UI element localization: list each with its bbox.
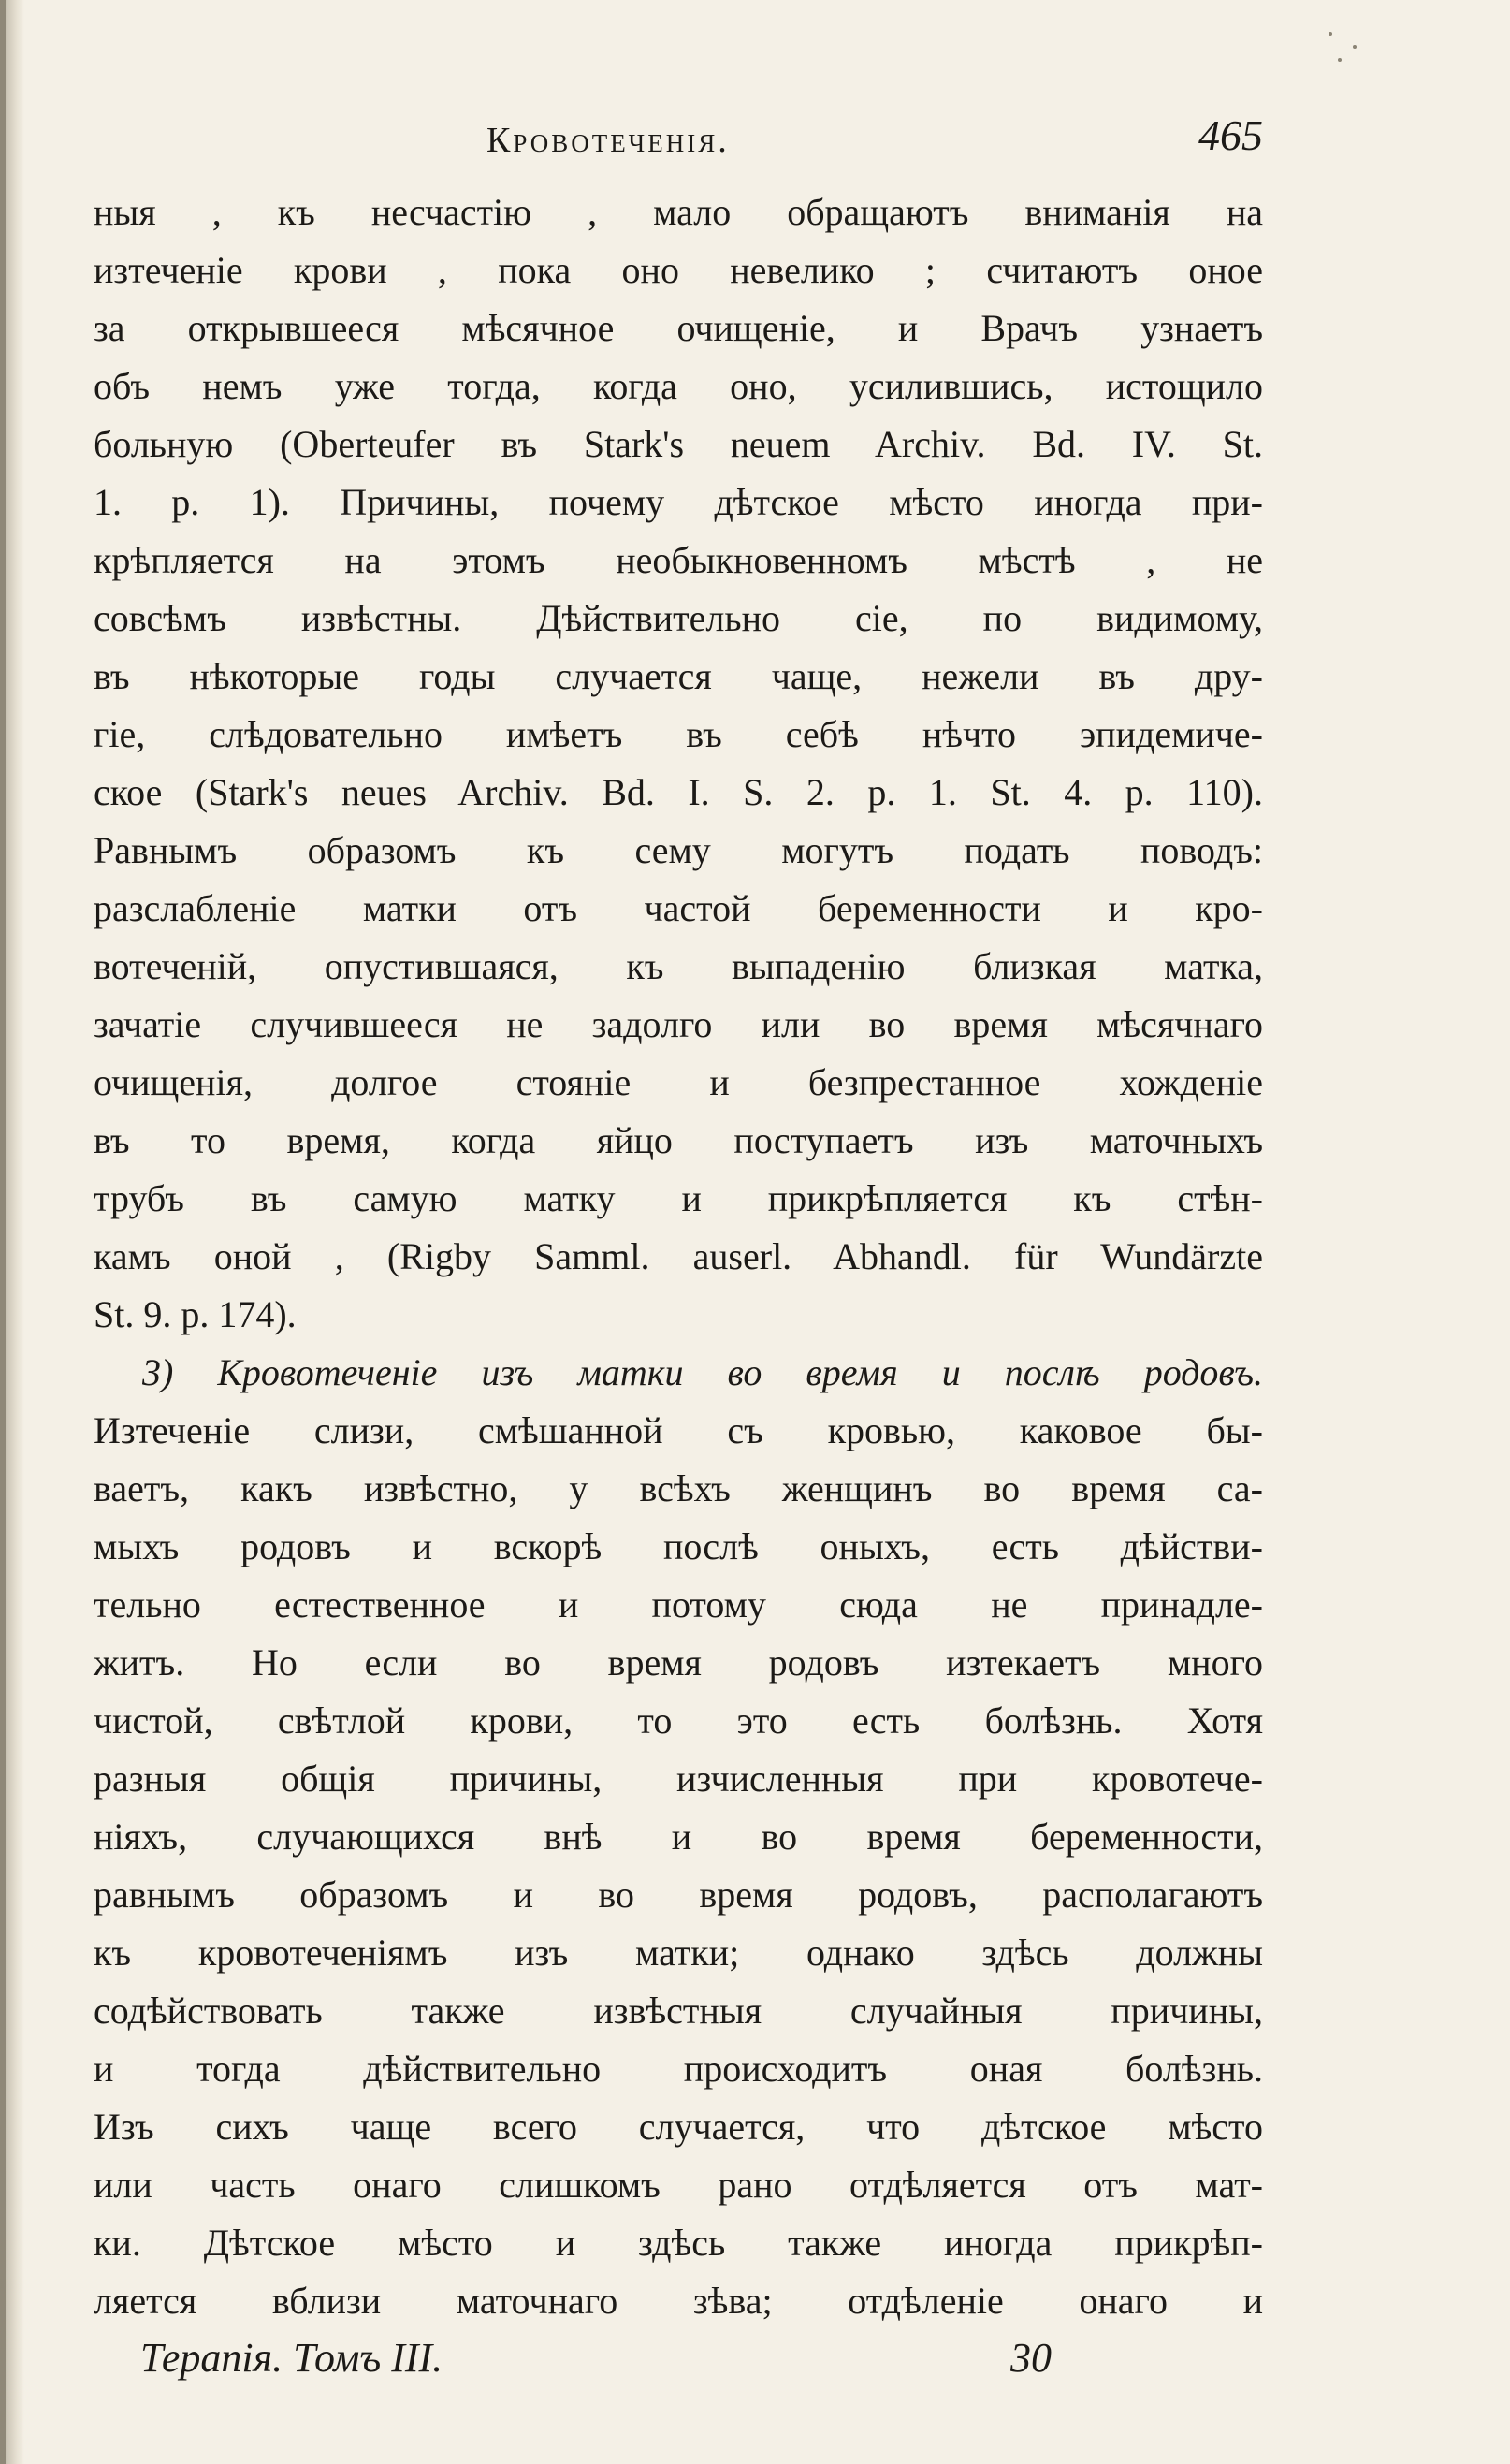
text-line: и тогда дѣйствительно происходитъ оная болѣзнь. [94,2048,1263,2090]
text-line: ныя , къ несчастію , мало обращаютъ вниманія на [94,191,1263,233]
text-line: равнымъ образомъ и во время родовъ, располагаютъ [94,1874,1263,1916]
text-line: чистой, свѣтлой крови, то это есть болѣзнь. Хотя [94,1699,1263,1742]
text-line: зачатіе случившееся не задолго или во время мѣсячнаго [94,1003,1263,1045]
page-footer [140,2334,1076,2399]
text-line: разныя общія причины, изчисленныя при кровотече- [94,1757,1263,1800]
paper-speck [1329,32,1332,36]
text-line: ское (Stark's neues Archiv. Bd. I. S. 2. p. 1. St. 4. p. 110). [94,771,1263,813]
text-line: трубъ въ самую матку и прикрѣпляется къ стѣн- [94,1177,1263,1219]
text-line: вотеченій, опустившаяся, къ выпаденію близкая матка, [94,945,1263,987]
text-line: ки. Дѣтское мѣсто и здѣсь также иногда прикрѣп- [94,2222,1263,2264]
text-line: совсѣмъ извѣстны. Дѣйствительно сіе, по видимому, [94,597,1263,639]
text-line: гіе, слѣдовательно имѣетъ въ себѣ нѣчто эпидемиче- [94,713,1263,755]
text-line: Изъ сихъ чаще всего случается, что дѣтское мѣсто [94,2106,1263,2148]
text-line: въ нѣкоторые годы случается чаще, нежели въ дру- [94,655,1263,697]
text-line: житъ. Но если во время родовъ изтекаетъ много [94,1641,1263,1684]
text-line: содѣйствовать также извѣстныя случайныя причины, [94,1990,1263,2032]
paper-speck [1353,45,1357,49]
text-line: крѣпляется на этомъ необыкновенномъ мѣстѣ , не [94,539,1263,581]
text-line: Равнымъ образомъ къ сему могутъ подать поводъ: [94,829,1263,871]
text-line: тельно естественное и потому сюда не принадле- [94,1583,1263,1626]
text-line: за открывшееся мѣсячное очищеніе, и Врачъ узнаетъ [94,307,1263,349]
section-heading-line: 3) Кровотеченіе изъ матки во время и послѣ родовъ. [142,1351,1263,1393]
text-line: St. 9. p. 174). [94,1293,297,1335]
text-line: мыхъ родовъ и вскорѣ послѣ оныхъ, есть дѣйстви- [94,1525,1263,1567]
text-line: или часть онаго слишкомъ рано отдѣляется отъ мат- [94,2164,1263,2206]
body-text [94,183,1263,2330]
page-number: 465 [1198,111,1263,159]
running-head: Кровотеченія. [486,121,730,160]
page-binding-shadow [0,0,6,2464]
text-line: 1. p. 1). Причины, почему дѣтское мѣсто иногда при- [94,481,1263,523]
text-line: больную (Oberteufer въ Stark's neuem Archiv. Bd. IV. St. [94,423,1263,465]
text-line: ніяхъ, случающихся внѣ и во время беременности, [94,1815,1263,1858]
paper-speck [1338,58,1342,62]
text-line: разслабленіе матки отъ частой беременности и кро- [94,887,1263,929]
text-line: изтеченіе крови , пока оно невелико ; считаютъ оное [94,249,1263,291]
page-header [94,111,1263,176]
text-line: объ немъ уже тогда, когда оно, усилившись, истощило [94,365,1263,407]
footer-title: Терапія. Томъ III. [140,2335,443,2381]
signature-mark: 30 [1010,2335,1052,2381]
text-line: очищенія, долгое стояніе и безпрестанное хожденіе [94,1061,1263,1103]
text-line: ляется вблизи маточнаго зѣва; отдѣленіе онаго и [94,2280,1263,2322]
text-line: ваетъ, какъ извѣстно, у всѣхъ женщинъ во время са- [94,1467,1263,1509]
text-line: камъ оной , (Rigby Samml. auserl. Abhandl. für Wundärzte [94,1235,1263,1277]
text-line: въ то время, когда яйцо поступаетъ изъ маточныхъ [94,1119,1263,1161]
text-line: Изтеченіе слизи, смѣшанной съ кровью, каковое бы- [94,1409,1263,1451]
text-line: къ кровотеченіямъ изъ матки; однако здѣсь должны [94,1932,1263,1974]
